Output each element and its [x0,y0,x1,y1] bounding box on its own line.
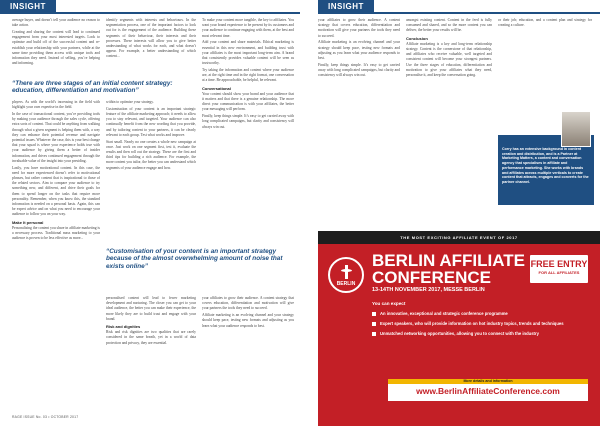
author-bio-box [498,135,594,205]
insight-tag-left: INSIGHT [0,0,56,14]
right-column-1 [318,18,400,228]
paragraph: your affiliates to grow their audience. A content strategy that covers education, differentiation and motivation will give your partners the tools they need to succeed. [202,296,294,311]
paragraph: personalised content will lead to fewer marketing development and nurturing. The closer you can get to your ideal audience, the better you can make their experience, the more likely they are to build trust and engage with your brand. [106,296,196,321]
tv-tower-icon [345,265,348,279]
page-footer: RAGE ISSUE No. 03 • OCTOBER 2017 [12,415,79,419]
paragraph: Risk and risk dignities are two qualities that are rarely considered in the same breath, yet in a world of data protection and privacy, they are essential. [106,330,196,345]
expect-list [372,311,572,341]
paragraph: Customisation of your content is an important strategic feature of the affiliate marketing approach; it needs to allow you to stay relevant, and targeted. Your audience can also continually benefit from the new wording that you provide, and by tailoring content to your partners, it can be clearly relevant to each group. Test what works and improve. [106,106,196,137]
conference-advert [318,231,600,426]
subheading: Risk and dignities [106,324,141,330]
advert-top-banner: THE MOST EXCITING AFFILIATE EVENT OF 2017 [318,231,600,244]
paragraph: or their job; education, and a content plan and strategy for creating a culture. [498,18,592,28]
paragraph: Finally, keep things simple. It’s easy to get carried away with long complicated campaigns, but clarity and consistency will always win out. [318,62,400,78]
free-entry-sub: FOR ALL AFFILIATES [538,270,580,275]
expect-heading: You can expect [372,301,406,306]
pull-quote-2: “Customisation of your content is an important strategy because of the almost overwhelming amount of noise that exists online” [106,248,283,270]
paragraph: Finally, keep things simple. It’s easy to get carried away with long complicated campaigns, but clarity and consistency will always win out. [202,114,294,129]
advert-date: 13-14TH NOVEMBER 2017, MESSE BERLIN [372,287,485,293]
paragraph: Try taking the information and content where your audience are, at the right time and in the right format, one conversation at a time. Be approachable, be helpful, be relevant. [202,68,294,83]
paragraph: identify segments with interests and behaviours. In the segmentation process, one of the important factors to look out for is the engagement of the audience. Building these segments of their behaviour, their interests and their processes. These interests will allow you to give better understanding of what works for each, and what doesn’t appear. For example, a better understanding of which content... [106,18,196,59]
column-3 [202,18,294,246]
column-2-mid [106,100,196,245]
subheading: Make It personal [12,219,44,225]
free-entry-label: FREE ENTRY [530,259,588,269]
column-1-top [12,18,100,80]
url-bar-caption: More details and information [388,379,588,384]
paragraph: Affiliate marketing is an evolving channel and your strategy should keep pace, testing new formats and adjusting as you learn what your audience responds to best. [202,313,294,328]
right-column-3 [498,18,592,48]
advert-title [372,252,525,286]
conference-url-link[interactable]: www.BerlinAffiliateConference.com [416,386,560,396]
insight-tag-right: INSIGHT [318,0,374,14]
author-photo [561,111,591,147]
paragraph: average buyer, and doesn’t tell your audience no reason to take action. [12,18,100,28]
list-item: Unmatched networking opportunities, allowing you to connect with the industry [372,331,572,336]
paragraph: Personalising the content you share in affiliate marketing is a necessary process. Traditional mass marketing to your audience is proven to be less effective as more... [12,225,100,241]
paragraph: To make your content more tangible, the key to affiliates. You want your brand experience to be present by its customers and your audience to continue engaging with them, at the best and most relevant time. [202,18,294,38]
paragraph: Affiliate marketing is an evolving channel and your strategy should keep pace, testing new formats and adjusting as you learn what your audience responds to best. [318,40,400,61]
paragraph: Start small. Nearly no one creates a whole new campaign at once. Just work on one segment first, test it, evaluate the results and then roll out the strategy. These are the first and third tips for building a rich audience. For example, the more content you tailor, the better you can understand which segments of your audience engage and how. [106,139,196,170]
list-item: Expert speakers, who will provide information on hot industry topics, trends and techniques [372,321,572,326]
subheading: Conversational [202,85,231,91]
paragraph: within to optimise your strategy. [106,100,154,104]
berlin-logo-icon [328,257,364,293]
list-item: An innovative, exceptional and strategic conference programme [372,311,572,316]
logo-text: BERLIN [336,281,356,287]
paragraph: Creating and sharing the content will lead to continued engagement from your most interested targets. Look to optimise and build off of the successful content and re-establish your relationship with your partners, while at the same time providing them access with unique tools and information they need. Instead of selling, you’re helping and informing. [12,30,100,66]
free-entry-badge [530,255,588,283]
advert-title-line-2: CONFERENCE [372,268,492,287]
column-3-bottom [202,296,294,414]
pull-quote-1: “There are three stages of an initial content strategy: education, differentiation and motivation” [12,80,173,95]
paragraph: Add your content and share materials. Ethical marketing is essential in this new environment, and building trust with your affiliates is the most important long-term aim. A brand that consistently provides valuable content will be seen as trustworthy. [202,40,294,66]
column-2-bottom [106,296,196,414]
paragraph: Affiliate marketing is a key and long-term relationship strategy. Content is the cornerstone of that relationship, and affiliates who receive valuable, well targeted and consistent content will become your strongest partners. Use the three stages of education, differentiation and motivation to give your affiliates what they need, personalise it, and keep the conversation going. [406,41,492,78]
author-bio-text: Corry has an extensive background in content creation and distribution, and is a Partner at Marketing Matters, a content and conversation agency that specialises in affiliate and performance marketing. She works with brands and affiliates across multiple verticals to create content that attracts, engages and converts for the partner channel. [502,147,589,184]
page-header [0,0,600,14]
paragraph: Lastly, you have motivational content. In this case, the need for more experienced doesn’t refer to motivational phrases, but rather content that is inspirational to those of the related sectors. Aim to compare your audience to try something new, and different, and drive their goals for them to spend longer on the tasks that require more personality. Remember, when you know this, the standard information is needed on a personal basis. Again, this can be expert advice and on what you need to encourage your audience to follow you on your way. [12,165,100,217]
column-2-top [106,18,196,80]
tv-tower-sphere [341,269,352,272]
subheading: Conclusion [406,35,428,41]
advert-title-line-1: BERLIN AFFILIATE [372,251,525,270]
paragraph: amongst existing content. Content in the feed is fully consumed and shared, and so the more content you can deliver, the better your results will be. [406,18,492,33]
paragraph: your affiliates to grow their audience. A content strategy that covers education, differentiation and motivation will give your partners the tools they need to succeed. [318,18,400,38]
paragraph: In the case of transactional content, you’re providing tools by making your audience through the sales cycle, offering extra sorts of content. That could be anything from walking through what a given segment is helping them with, a way they can enhance their potential revenue and navigate potential issues. Whatever the case, this is your best change that your squad is where your experience holds true with your audience by giving them a better of insider information, and drives continued engagement through the invaluable value of the insight into your presiding. [12,112,100,163]
column-1-bottom [12,100,100,325]
paragraph: Your content should show your brand and your audience that it matters and that there is a genuine relationship. The more direct your communication is with your affiliates, the better your messaging will perform. [202,91,294,112]
paragraph: players. As with the world’s increasing in the field with highlight your own expertise in the field. [12,100,100,110]
header-rule-left [0,12,300,14]
header-rule-right [318,12,600,14]
url-bar[interactable] [388,379,588,401]
right-column-2 [406,18,492,228]
